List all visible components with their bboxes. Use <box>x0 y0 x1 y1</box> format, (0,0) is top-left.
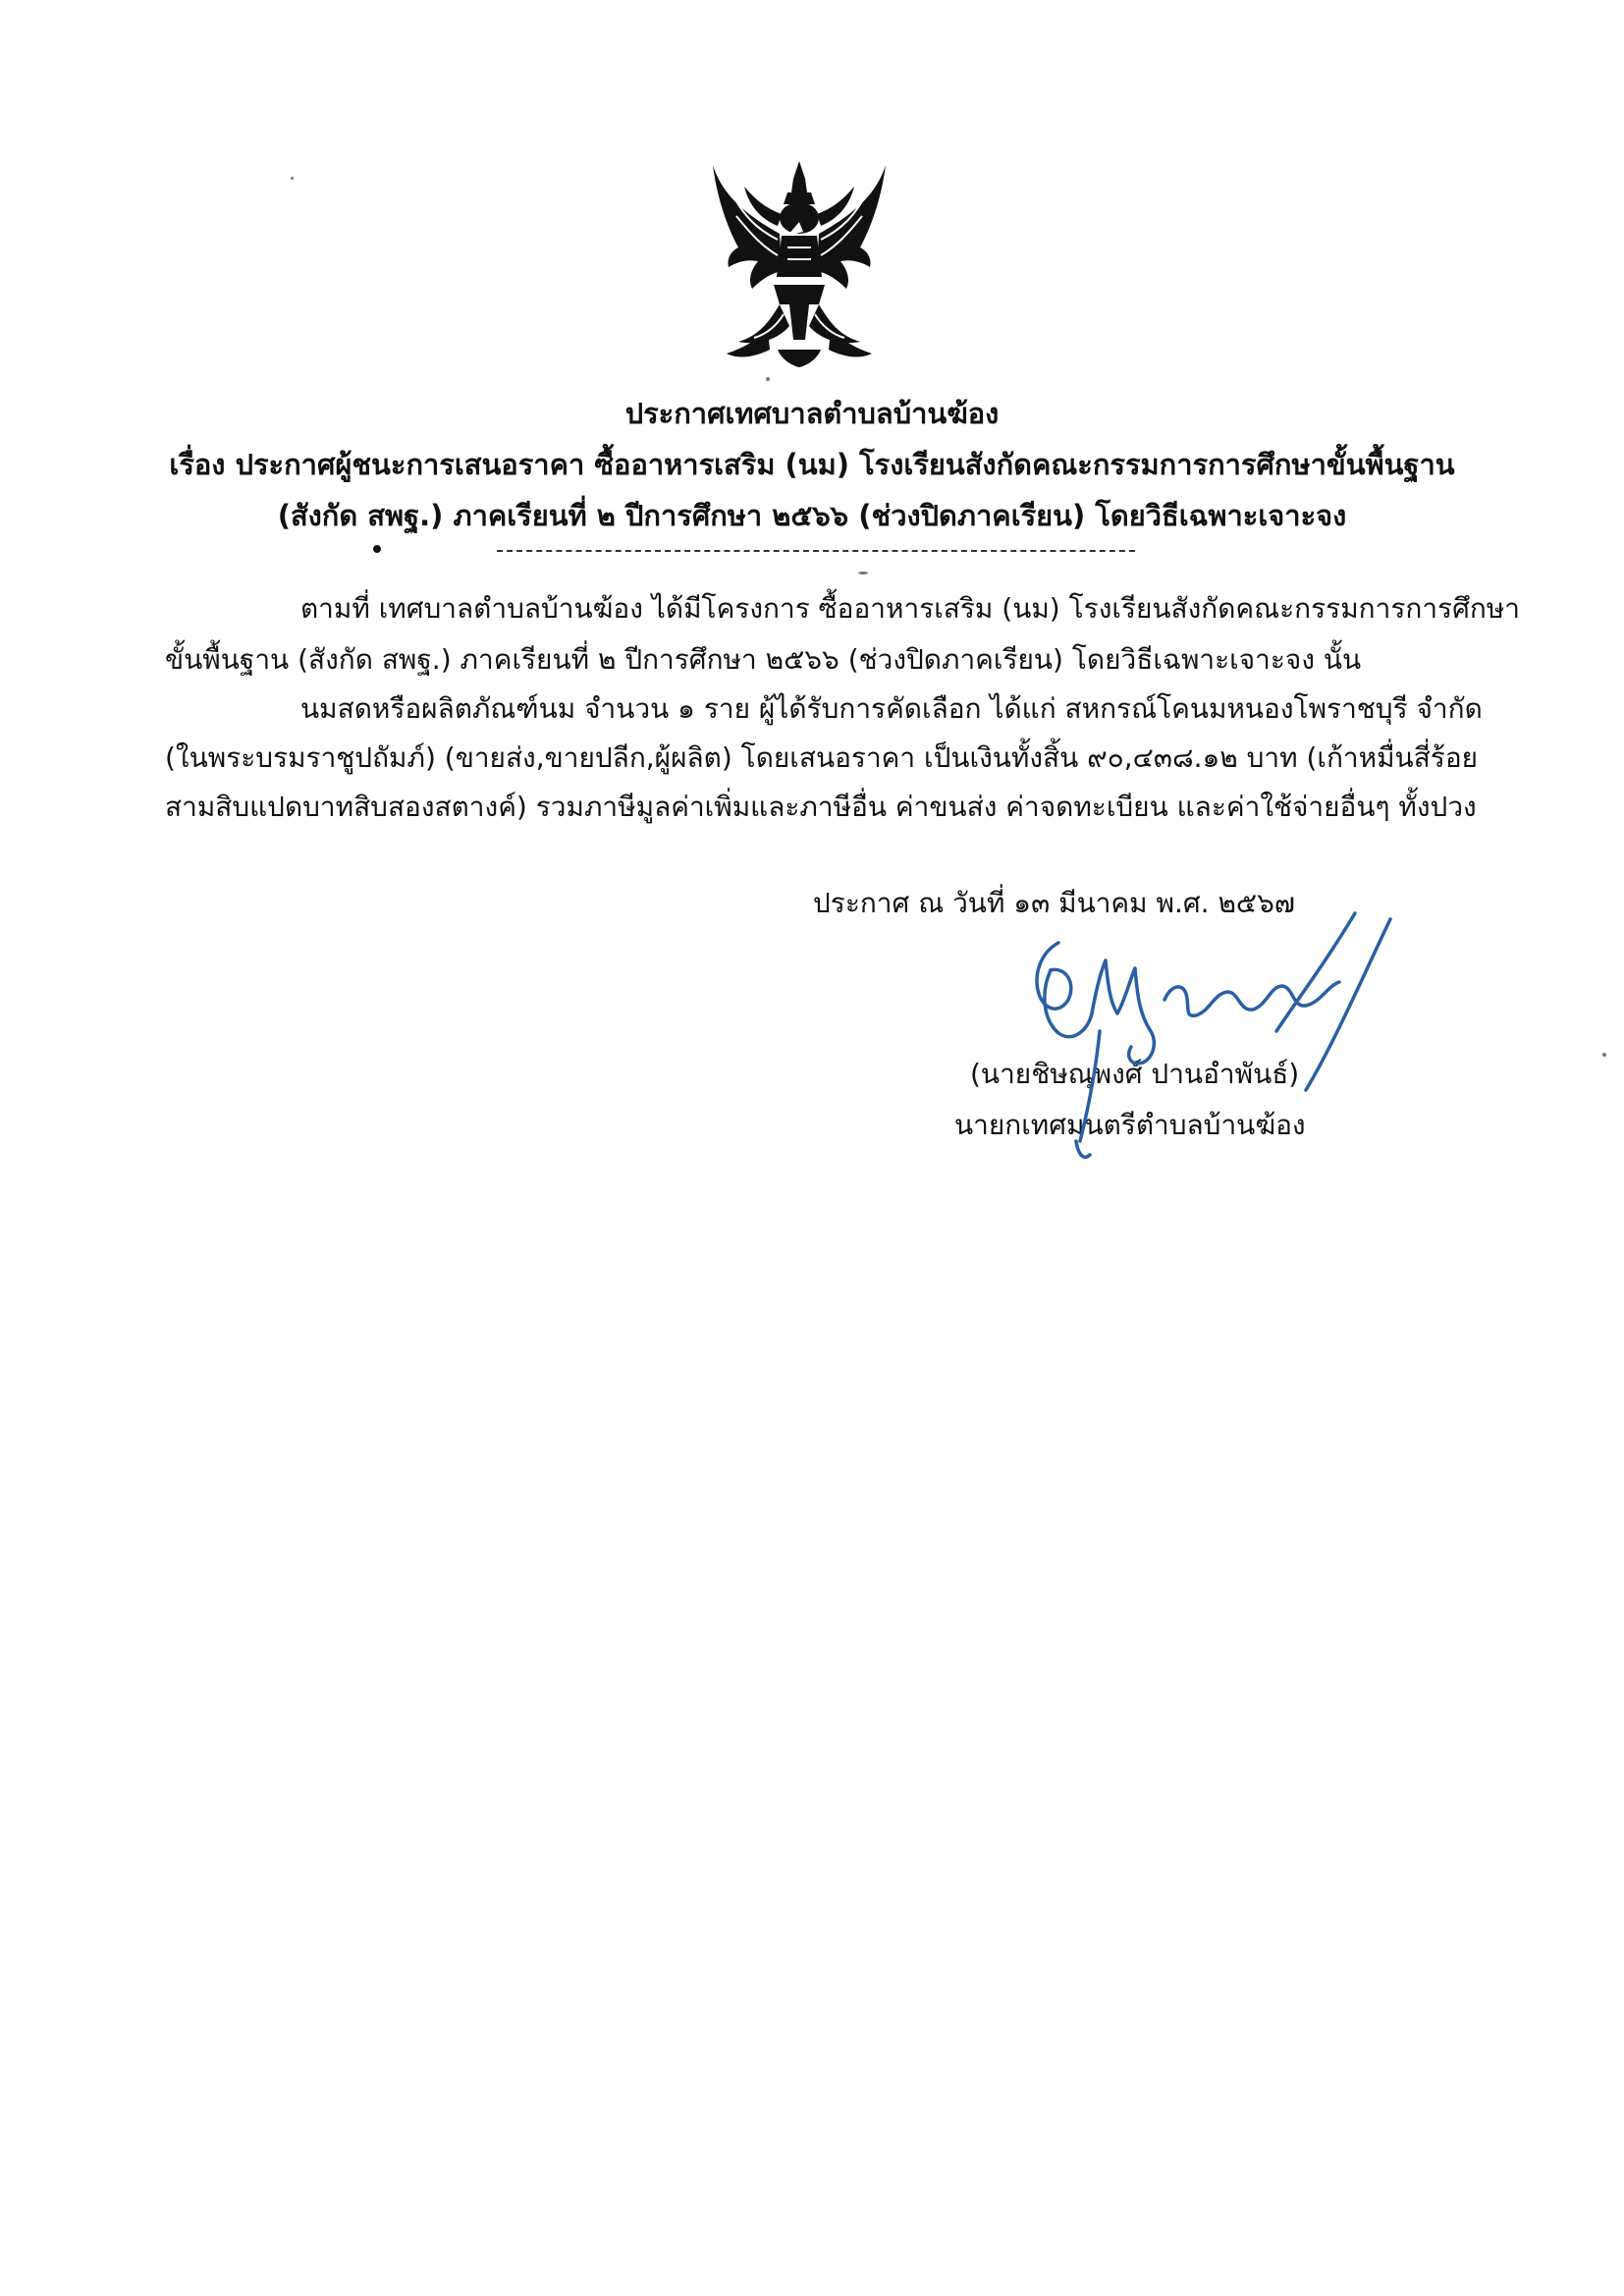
scan-speck <box>766 377 770 381</box>
paragraph-2-line-3: สามสิบแปดบาทสิบสองสตางค์) รวมภาษีมูลค่าเพิ่มและภาษีอื่น ค่าขนส่ง ค่าจดทะเบียน และค่าใช้จ่ายอื่นๆ ทั้งปวง <box>165 791 1477 823</box>
handwritten-signature <box>982 884 1434 1188</box>
garuda-emblem-icon <box>709 157 890 371</box>
announcement-subject-line-2: (สังกัด สพฐ.) ภาคเรียนที่ ๒ ปีการศึกษา ๒๕๖๖ (ช่วงปิดภาคเรียน) โดยวิธีเฉพาะเจาะจง <box>277 499 1347 532</box>
dashed-separator <box>497 550 1135 552</box>
scan-speck <box>858 572 868 574</box>
scan-speck <box>291 177 294 180</box>
paragraph-1-line-1: ตามที่ เทศบาลตำบลบ้านฆ้อง ได้มีโครงการ ซื้ออาหารเสริม (นม) โรงเรียนสังกัดคณะกรรมการการศึกษา <box>300 592 1520 625</box>
bullet-mark <box>373 545 381 553</box>
announcement-title: ประกาศเทศบาลตำบลบ้านฆ้อง <box>624 397 1000 430</box>
signer-name: (นายชิษณุพงศ์ ปานอำพันธ์) <box>970 1058 1300 1090</box>
announcement-subject-line-1: เรื่อง ประกาศผู้ชนะการเสนอราคา ซื้ออาหารเสริม (นม) โรงเรียนสังกัดคณะกรรมการการศึกษาขั้นพื้นฐาน <box>169 448 1455 481</box>
scan-speck <box>1602 1053 1606 1057</box>
paragraph-2-line-2: (ในพระบรมราชูปถัมภ์) (ขายส่ง,ขายปลีก,ผู้ผลิต) โดยเสนอราคา เป็นเงินทั้งสิ้น ๙๐,๔๓๘.๑๒ บาท (เก้าหมื่นสี่ร้อย <box>165 741 1479 774</box>
signer-position: นายกเทศมนตรีตำบลบ้านฆ้อง <box>954 1109 1306 1141</box>
paragraph-2-line-1: นมสดหรือผลิตภัณฑ์นม จำนวน ๑ ราย ผู้ได้รับการคัดเลือก ได้แก่ สหกรณ์โคนมหนองโพราชบุรี จำกัด <box>300 692 1483 725</box>
announcement-date: ประกาศ ณ วันที่ ๑๓ มีนาคม พ.ศ. ๒๕๖๗ <box>813 887 1295 919</box>
paragraph-1-line-2: ขั้นพื้นฐาน (สังกัด สพฐ.) ภาคเรียนที่ ๒ ปีการศึกษา ๒๕๖๖ (ช่วงปิดภาคเรียน) โดยวิธีเฉพาะเจาะจง นั้น <box>165 643 1362 676</box>
